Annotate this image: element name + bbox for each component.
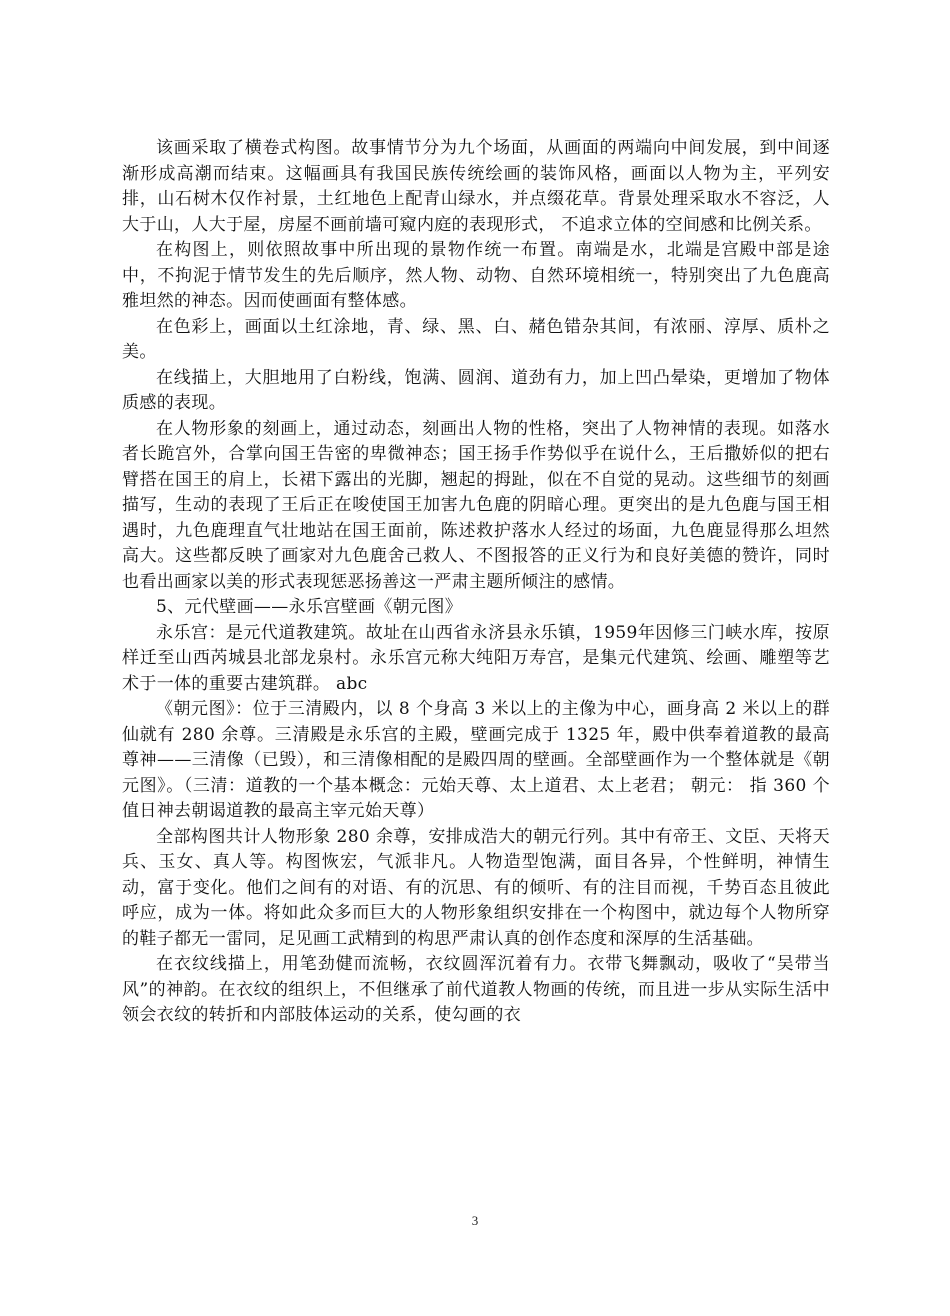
paragraph-linework: 在线描上，大胆地用了白粉线，饱满、圆润、道劲有力，加上凹凸晕染，更增加了物体质感的表现。 (122, 367, 830, 413)
page-body (122, 136, 830, 1029)
paragraph-layout: 在构图上，则依照故事中所出现的景物作统一布置。南端是水，北端是宫殿中部是途中，不拘泥于情节发生的先后顺序，然人物、动物、自然环境相统一，特别突出了九色鹿高雅坦然的神态。因而使画面有整体感。 (122, 240, 830, 311)
paragraph-drapery-lines: 在衣纹线描上，用笔劲健而流畅，衣纹圆浑沉着有力。衣带飞舞飘动，吸收了“吴带当风”的神韵。在衣纹的组织上，不但继承了前代道教人物画的传统，而且进一步从实际生活中领会衣纹的转折和内部肢体运动的关系，使勾画的衣 (122, 954, 830, 1025)
paragraph-color: 在色彩上，画面以土红涂地，青、绿、黑、白、赭色错杂其间，有浓丽、淳厚、质朴之美。 (122, 316, 830, 362)
paragraph-composition: 该画采取了横卷式构图。故事情节分为九个场面，从画面的两端向中间发展，到中间逐渐形成高潮而结束。这幅画具有我国民族传统绘画的装饰风格，画面以人物为主，平列安排，山石树木仅作衬景，土红地色上配青山绿水，并点缀花草。背景处理采取水不容泛，人大于山，人大于屋，房屋不画前墙可窥内庭的表现形式， 不追求立体的空间感和比例关系。 (122, 138, 830, 235)
section-heading: 5、元代壁画——永乐宫壁画《朝元图》 (156, 597, 463, 617)
page-number: 3 (471, 1213, 479, 1228)
paragraph-yongle-palace: 永乐宫：是元代道教建筑。故址在山西省永济县永乐镇，1959年因修三门峡水库，按原样迁至山西芮城县北部龙泉村。永乐宫元称大纯阳万寿宫，是集元代建筑、绘画、雕塑等艺术于一体的重要古建筑群。 abc (122, 622, 830, 694)
paragraph-composition-figures: 全部构图共计人物形象 280 余尊，安排成浩大的朝元行列。其中有帝王、文臣、天将天兵、玉女、真人等。构图恢宏，气派非凡。人物造型饱满，面目各异，个性鲜明，神情生动，富于变化。他们之间有的对语、有的沉思、有的倾听、有的注目而视，千势百态且彼此呼应，成为一体。将如此众多而巨大的人物形象组织安排在一个构图中，就边每个人物所穿的鞋子都无一雷同，足见画工武精到的构思严肃认真的创作态度和深厚的生活基础。 (122, 826, 830, 949)
paragraph-figures: 在人物形象的刻画上，通过动态，刻画出人物的性格，突出了人物神情的表现。如落水者长跪宫外，合掌向国王告密的卑微神态；国王扬手作势似乎在说什么，王后撒娇似的把右臂搭在国王的肩上，长裙下露出的光脚，翘起的拇趾，似在不自觉的晃动。这些细节的刻画描写，生动的表现了王后正在唆使国王加害九色鹿的阴暗心理。更突出的是九色鹿与国王相遇时，九色鹿理直气壮地站在国王面前，陈述救护落水人经过的场面，九色鹿显得那么坦然高大。这些都反映了画家对九色鹿舍己救人、不图报答的正义行为和良好美德的赞许，同时也看出画家以美的形式表现惩恶扬善这一严肃主题所倾注的感情。 (122, 418, 830, 592)
paragraph-chaoyuan-tu: 《朝元图》：位于三清殿内，以 8 个身高 3 米以上的主像为中心，画身高 2 米以上的群仙就有 280 余尊。三清殿是永乐宫的主殿，壁画完成于 1325 年，殿中供奉着道教的最高尊神——三清像（已毁），和三清像相配的是殿四周的壁画。全部壁画作为一个整体就是《朝元图》。（三清：道教的一个基本概念：元始天尊、太上道君、太上老君； 朝元： 指 360 个值日神去朝谒道教的最高主宰元始天尊） (122, 699, 830, 821)
